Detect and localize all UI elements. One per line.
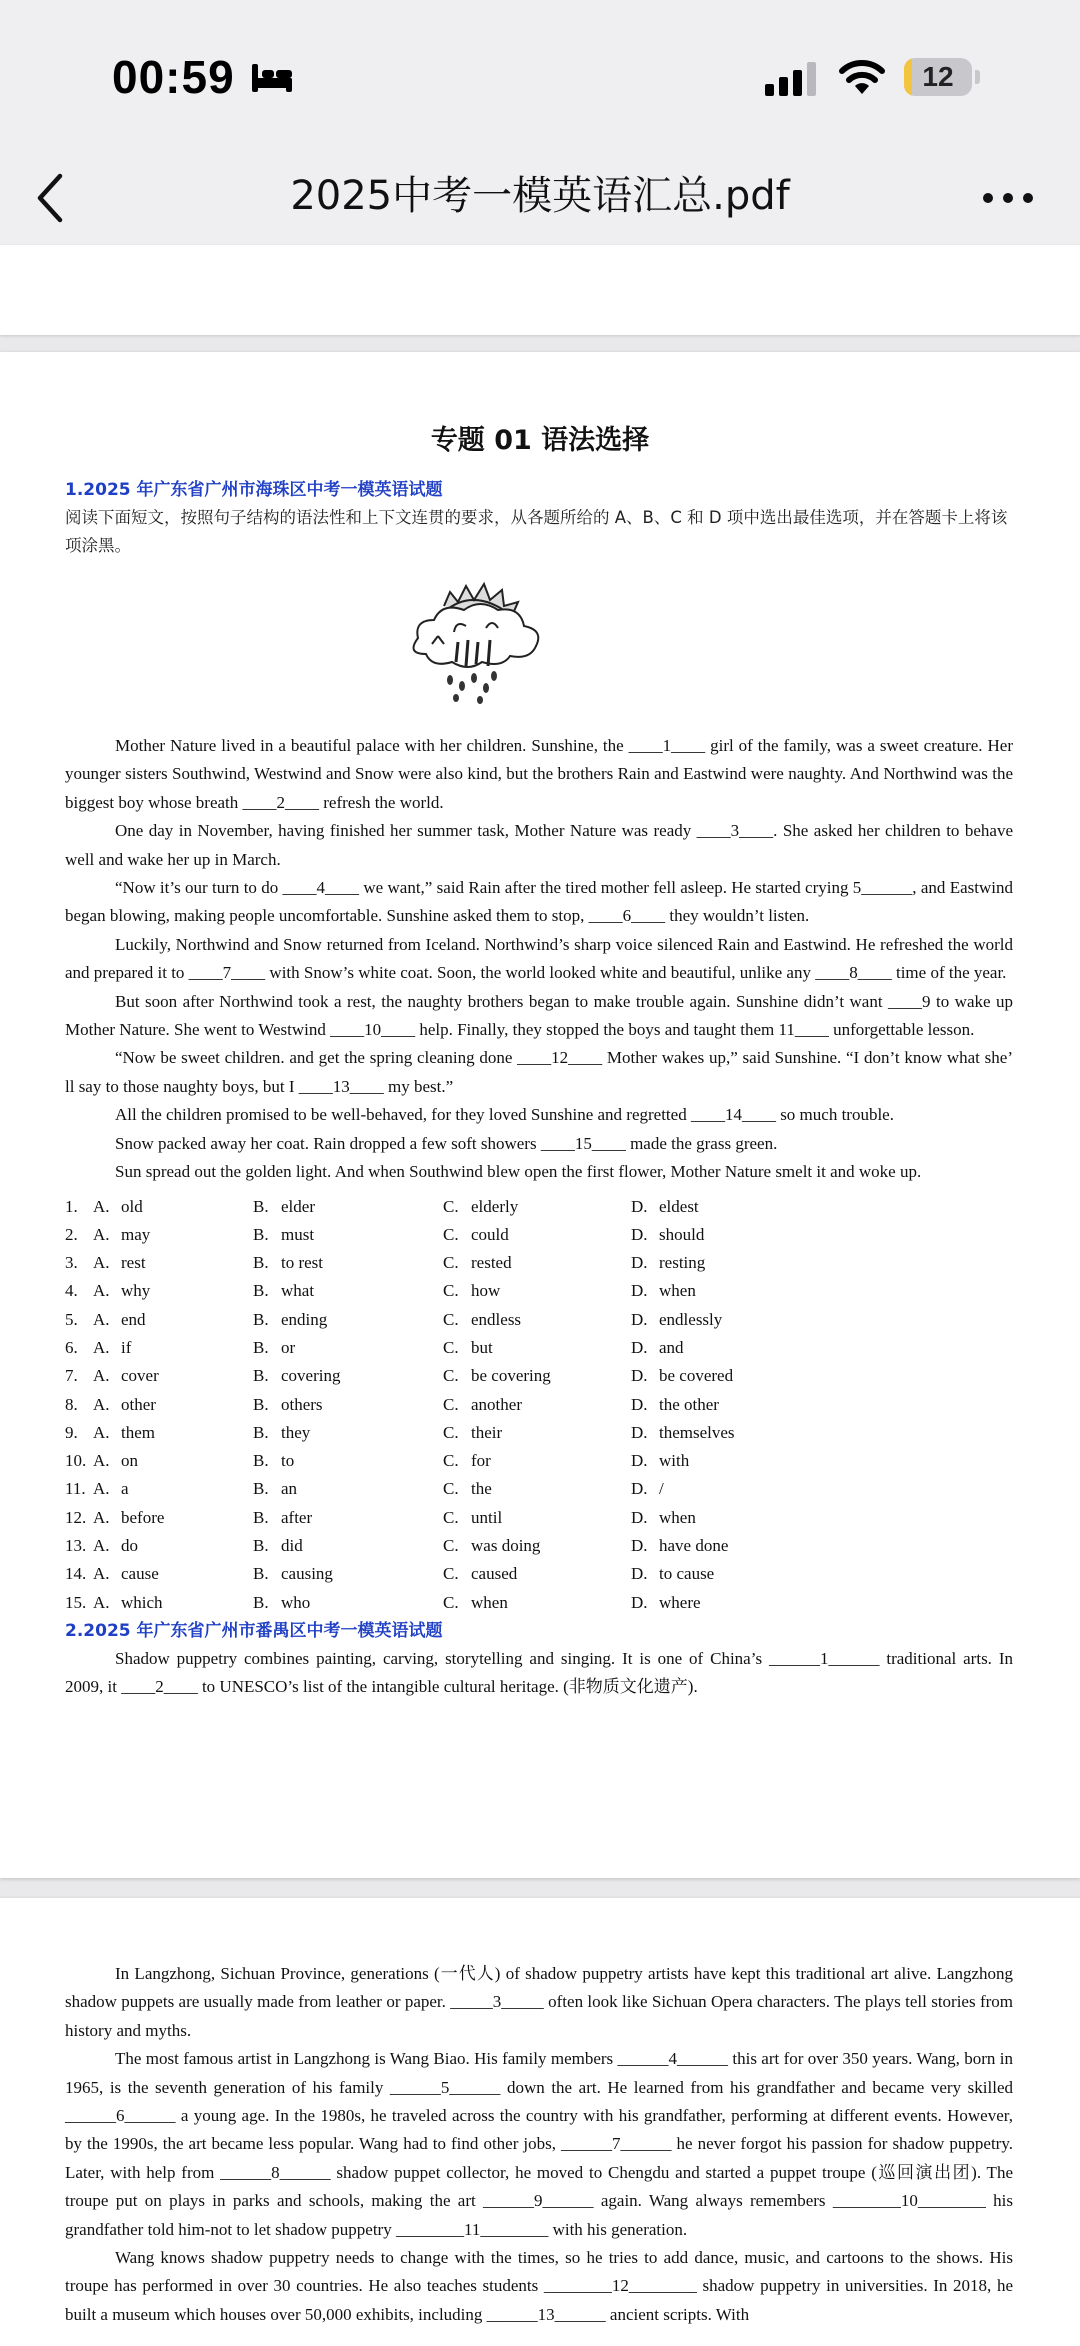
option-text: an [281, 1479, 298, 1499]
passage-1 [65, 732, 1013, 1702]
cellular-signal-icon [765, 62, 819, 96]
option-text: or [281, 1337, 296, 1357]
option-b [253, 1504, 443, 1532]
option-text: what [281, 1281, 315, 1301]
passage1-paragraph: One day in November, having finished her summer task, Mother Nature was ready ____3____. She asked her children to behave well and wake her up in March. [65, 821, 1013, 869]
passage-2-continued [65, 1960, 1013, 2329]
option-d [631, 1391, 831, 1419]
option-a [93, 1504, 253, 1532]
sun-cloud-rain-illustration [398, 572, 550, 712]
option-a [93, 1221, 253, 1249]
option-c [443, 1221, 631, 1249]
option-letter: C. [443, 1309, 459, 1329]
option-letter: B. [253, 1592, 269, 1612]
option-text: before [121, 1507, 165, 1527]
option-d [631, 1249, 831, 1277]
option-c [443, 1560, 631, 1588]
passage2-paragraph: Wang knows shadow puppetry needs to change with the times, so he tries to add dance, music, and cartoons to the shows. His troupe has performed in over 30 countries. He also teaches students ________12________ shadow puppetry in universities. In 2018, he built a museum which houses over 50,000 exhibits, including ______13______ ancient scripts. With [65, 2248, 1013, 2324]
option-text: rested [471, 1253, 512, 1273]
option-number: 7. [65, 1366, 78, 1386]
option-row [65, 1419, 1013, 1447]
option-letter: B. [253, 1309, 269, 1329]
option-letter: B. [253, 1536, 269, 1556]
status-time: 00:59 [112, 51, 235, 103]
option-letter: D. [631, 1451, 648, 1471]
option-number: 3. [65, 1253, 78, 1273]
option-d [631, 1560, 831, 1588]
option-letter: B. [253, 1564, 269, 1584]
option-a [93, 1560, 253, 1588]
option-letter: D. [631, 1422, 648, 1442]
option-row [65, 1447, 1013, 1475]
option-b [253, 1391, 443, 1419]
option-b [253, 1306, 443, 1334]
option-text: themselves [659, 1422, 735, 1442]
option-text: do [121, 1536, 138, 1556]
option-a [93, 1589, 253, 1617]
option-text: until [471, 1507, 503, 1527]
option-text: after [281, 1507, 313, 1527]
option-letter: B. [253, 1422, 269, 1442]
option-text: who [281, 1592, 311, 1612]
option-letter: A. [93, 1337, 110, 1357]
option-text: another [471, 1394, 522, 1414]
passage2-paragraph: In Langzhong, Sichuan Province, generations (一代人) of shadow puppetry artists have kept this traditional art alive. Langzhong shadow puppets are usually made from leather or paper. _____3_____ often look like Sichuan Opera characters. The plays tell stories from history and myths. [65, 1964, 1013, 2040]
option-text: on [121, 1451, 138, 1471]
passage1-paragraph: Luckily, Northwind and Snow returned from Iceland. Northwind’s sharp voice silenced Rain and Eastwind. He refreshed the world and prepared it to ____7____ with Snow’s white coat. Soon, the world looked white and beautiful, unlike any ____8____ time of the year. [65, 934, 1013, 983]
option-b [253, 1447, 443, 1475]
instruction-text: 阅读下面短文，按照句子结构的语法性和上下文连贯的要求，从各题所给的 A、B、C 和 D 项中选出最佳选项，并在答题卡上将该项涂黑。 [65, 508, 1008, 555]
option-d [631, 1306, 831, 1334]
option-text: to [281, 1451, 295, 1471]
option-number: 5. [65, 1309, 78, 1329]
option-row [65, 1560, 1013, 1588]
question-heading-1: 1.2025 年广东省广州市海珠区中考一模英语试题 [65, 480, 443, 500]
option-letter: A. [93, 1253, 110, 1273]
option-c [443, 1475, 631, 1503]
option-letter: C. [443, 1281, 459, 1301]
option-letter: D. [631, 1394, 648, 1414]
passage1-paragraph: Sun spread out the golden light. And when Southwind blew open the first flower, Mother Nature smelt it and woke up. [115, 1162, 922, 1182]
chevron-left-icon[interactable] [30, 170, 74, 226]
option-text: how [471, 1281, 501, 1301]
option-text: the [471, 1479, 492, 1499]
option-d [631, 1221, 831, 1249]
option-text: caused [471, 1564, 518, 1584]
option-letter: A. [93, 1224, 110, 1244]
passage1-paragraph: “Now it’s our turn to do ____4____ we want,” said Rain after the tired mother fell asleep. He started crying 5______, and Eastwind began blowing, making people uncomfortable. Sunshine asked them to stop, ____6____ they wouldn’t listen. [65, 878, 1013, 926]
option-letter: B. [253, 1394, 269, 1414]
option-b [253, 1419, 443, 1447]
option-letter: D. [631, 1507, 648, 1527]
passage1-paragraph: “Now be sweet children. and get the spring cleaning done ____12____ Mother wakes up,” said Sunshine. “I don’t know what she’ ll say to those naughty boys, but I ____13____ my best.” [65, 1048, 1013, 1096]
option-letter: D. [631, 1281, 648, 1301]
option-row [65, 1589, 1013, 1617]
option-a [93, 1362, 253, 1390]
option-letter: D. [631, 1196, 648, 1216]
option-text: could [471, 1224, 509, 1244]
option-text: where [659, 1592, 701, 1612]
option-number: 6. [65, 1337, 78, 1357]
option-letter: C. [443, 1564, 459, 1584]
option-d [631, 1193, 831, 1221]
bed-icon [250, 62, 294, 94]
option-text: covering [281, 1366, 341, 1386]
option-number: 12. [65, 1507, 87, 1527]
option-letter: A. [93, 1422, 110, 1442]
option-b [253, 1334, 443, 1362]
option-text: should [659, 1224, 705, 1244]
battery-indicator [904, 58, 972, 96]
option-text: cover [121, 1366, 159, 1386]
pdf-page-2 [0, 1898, 1080, 2346]
option-number: 1. [65, 1196, 78, 1216]
passage1-paragraph: Snow packed away her coat. Rain dropped a few soft showers ____15____ made the grass green. [115, 1133, 778, 1153]
option-letter: C. [443, 1451, 459, 1471]
option-b [253, 1532, 443, 1560]
option-row [65, 1193, 1013, 1221]
option-letter: B. [253, 1337, 269, 1357]
pdf-page-1 [0, 352, 1080, 1878]
option-text: end [121, 1309, 146, 1329]
option-text: their [471, 1422, 503, 1442]
option-text: when [659, 1507, 696, 1527]
option-text: and [659, 1337, 684, 1357]
option-row [65, 1334, 1013, 1362]
option-a [93, 1475, 253, 1503]
option-text: elderly [471, 1196, 519, 1216]
option-text: did [281, 1536, 303, 1556]
option-c [443, 1391, 631, 1419]
option-text: they [281, 1422, 311, 1442]
option-text: endlessly [659, 1309, 723, 1329]
option-number: 8. [65, 1394, 78, 1414]
option-d [631, 1419, 831, 1447]
option-b [253, 1475, 443, 1503]
option-text: cause [121, 1564, 159, 1584]
option-d [631, 1475, 831, 1503]
option-b [253, 1277, 443, 1305]
option-c [443, 1589, 631, 1617]
option-number: 14. [65, 1564, 87, 1584]
option-text: may [121, 1224, 151, 1244]
option-c [443, 1532, 631, 1560]
option-letter: C. [443, 1196, 459, 1216]
option-number: 11. [65, 1479, 86, 1499]
option-letter: A. [93, 1394, 110, 1414]
option-row [65, 1277, 1013, 1305]
option-letter: C. [443, 1479, 459, 1499]
option-letter: C. [443, 1422, 459, 1442]
option-row [65, 1362, 1013, 1390]
option-text: endless [471, 1309, 522, 1329]
passage2-paragraph: The most famous artist in Langzhong is Wang Biao. His family members ______4______ this art for over 350 years. Wang, born in 1965, is the seventh generation of his family ______5______ down the art. He learned from his grandfather and became very skilled ______6______ a young age. In the 1980s, he traveled across the country with his grandfather, performing at different events. However, by the 1990s, the art became less popular. Wang had to find other jobs, ______7______ he never forgot his passion for shadow puppetry. Later, with help from ______8______ shadow puppet collector, he moved to Chengdu and started a puppet troupe (巡回演出团). The troupe put on plays in parks and schools, making the art ______9______ again. Wang always remembers ________10________ his grandfather told him-not to let shadow puppetry ________11________ with his generation. [65, 2049, 1013, 2239]
option-row [65, 1532, 1013, 1560]
option-row [65, 1504, 1013, 1532]
option-text: eldest [659, 1196, 699, 1216]
option-text: the other [659, 1394, 719, 1414]
section-title: 专题 01 语法选择 [430, 425, 650, 456]
option-text: resting [659, 1253, 706, 1273]
option-letter: C. [443, 1253, 459, 1273]
option-text: to cause [659, 1564, 715, 1584]
option-a [93, 1193, 253, 1221]
option-a [93, 1447, 253, 1475]
passage1-paragraph: But soon after Northwind took a rest, the naughty brothers began to make trouble again. Sunshine didn’t want ____9 to wake up Mother Nature. She went to Westwind ____10____ help. Finally, they stopped the boys and taught them 11____ unforgettable lesson. [65, 991, 1013, 1040]
option-c [443, 1306, 631, 1334]
option-number: 13. [65, 1536, 87, 1556]
option-b [253, 1362, 443, 1390]
option-letter: A. [93, 1366, 110, 1386]
wifi-icon [838, 58, 886, 96]
option-letter: D. [631, 1564, 648, 1584]
option-d [631, 1504, 831, 1532]
option-c [443, 1447, 631, 1475]
option-letter: C. [443, 1366, 459, 1386]
option-letter: B. [253, 1366, 269, 1386]
option-letter: D. [631, 1592, 648, 1612]
option-letter: B. [253, 1224, 269, 1244]
option-text: with [659, 1451, 690, 1471]
option-row [65, 1391, 1013, 1419]
option-text: be covered [659, 1366, 734, 1386]
option-letter: A. [93, 1309, 110, 1329]
option-letter: A. [93, 1479, 110, 1499]
battery-level: 12 [922, 61, 954, 92]
option-text: them [121, 1422, 155, 1442]
option-letter: C. [443, 1592, 459, 1612]
option-text: others [281, 1394, 323, 1414]
option-c [443, 1249, 631, 1277]
option-text: must [281, 1224, 315, 1244]
option-b [253, 1560, 443, 1588]
option-letter: D. [631, 1224, 648, 1244]
option-d [631, 1447, 831, 1475]
option-number: 4. [65, 1281, 78, 1301]
option-text: why [121, 1281, 151, 1301]
option-d [631, 1589, 831, 1617]
option-text: for [471, 1451, 491, 1471]
option-a [93, 1532, 253, 1560]
option-letter: D. [631, 1253, 648, 1273]
option-number: 10. [65, 1451, 87, 1471]
option-letter: B. [253, 1281, 269, 1301]
option-row [65, 1249, 1013, 1277]
option-c [443, 1362, 631, 1390]
option-text: have done [659, 1536, 729, 1556]
option-d [631, 1334, 831, 1362]
option-a [93, 1277, 253, 1305]
option-letter: A. [93, 1507, 110, 1527]
battery-nub [975, 70, 980, 84]
option-letter: B. [253, 1196, 269, 1216]
option-text: rest [121, 1253, 146, 1273]
more-icon[interactable] [980, 190, 1036, 206]
pdf-page-previous [0, 245, 1080, 335]
option-letter: C. [443, 1394, 459, 1414]
document-title: 2025中考一模英语汇总.pdf [290, 173, 790, 219]
option-c [443, 1419, 631, 1447]
option-b [253, 1249, 443, 1277]
option-d [631, 1277, 831, 1305]
option-text: which [121, 1592, 163, 1612]
option-letter: D. [631, 1337, 648, 1357]
option-letter: D. [631, 1479, 648, 1499]
option-number: 2. [65, 1224, 78, 1244]
option-text: but [471, 1337, 493, 1357]
option-letter: D. [631, 1366, 648, 1386]
status-bar [0, 0, 1080, 150]
option-letter: D. [631, 1309, 648, 1329]
option-text: to rest [281, 1253, 324, 1273]
option-number: 9. [65, 1422, 78, 1442]
option-row [65, 1475, 1013, 1503]
option-a [93, 1419, 253, 1447]
option-letter: B. [253, 1507, 269, 1527]
option-letter: B. [253, 1451, 269, 1471]
option-text: a [121, 1479, 129, 1499]
option-a [93, 1306, 253, 1334]
option-d [631, 1532, 831, 1560]
option-text: if [121, 1337, 132, 1357]
option-a [93, 1249, 253, 1277]
passage2-intro: Shadow puppetry combines painting, carving, storytelling and singing. It is one of China’s ______1______ traditional arts. In 2009, it ____2____ to UNESCO’s list of the intangible cultural heritage. (非物质文化遗产). [65, 1648, 1013, 1697]
option-a [93, 1334, 253, 1362]
option-text: be covering [471, 1366, 551, 1386]
option-letter: C. [443, 1536, 459, 1556]
option-a [93, 1391, 253, 1419]
option-letter: B. [253, 1479, 269, 1499]
option-letter: A. [93, 1196, 110, 1216]
option-c [443, 1277, 631, 1305]
option-letter: C. [443, 1337, 459, 1357]
option-b [253, 1193, 443, 1221]
option-letter: A. [93, 1536, 110, 1556]
option-c [443, 1504, 631, 1532]
option-letter: A. [93, 1564, 110, 1584]
option-b [253, 1221, 443, 1249]
page1-header-block [65, 476, 1013, 560]
option-c [443, 1334, 631, 1362]
option-row [65, 1221, 1013, 1249]
nav-bar [0, 150, 1080, 245]
option-text: when [659, 1281, 696, 1301]
passage1-paragraph: All the children promised to be well-behaved, for they loved Sunshine and regretted ____14____ so much trouble. [115, 1105, 894, 1125]
option-letter: C. [443, 1507, 459, 1527]
option-b [253, 1589, 443, 1617]
option-text: elder [281, 1196, 315, 1216]
option-c [443, 1193, 631, 1221]
option-text: when [471, 1592, 508, 1612]
option-row [65, 1306, 1013, 1334]
question-heading-2: 2.2025 年广东省广州市番禺区中考一模英语试题 [65, 1620, 443, 1641]
option-letter: A. [93, 1592, 110, 1612]
option-text: / [659, 1479, 664, 1499]
option-letter: A. [93, 1281, 110, 1301]
answer-options-table [65, 1193, 1013, 1617]
option-letter: C. [443, 1224, 459, 1244]
option-text: was doing [471, 1536, 541, 1556]
option-text: other [121, 1394, 156, 1414]
option-text: ending [281, 1309, 328, 1329]
option-number: 15. [65, 1592, 87, 1612]
option-d [631, 1362, 831, 1390]
option-text: causing [281, 1564, 333, 1584]
option-letter: A. [93, 1451, 110, 1471]
option-letter: D. [631, 1536, 648, 1556]
option-text: old [121, 1196, 143, 1216]
passage1-paragraph: Mother Nature lived in a beautiful palace with her children. Sunshine, the ____1____ girl of the family, was a sweet creature. Her younger sisters Southwind, Westwind and Snow were also kind, but the brothers Rain and Eastwind were naughty. And Northwind was the biggest boy whose breath ____2____ refresh the world. [65, 736, 1013, 812]
option-letter: B. [253, 1253, 269, 1273]
